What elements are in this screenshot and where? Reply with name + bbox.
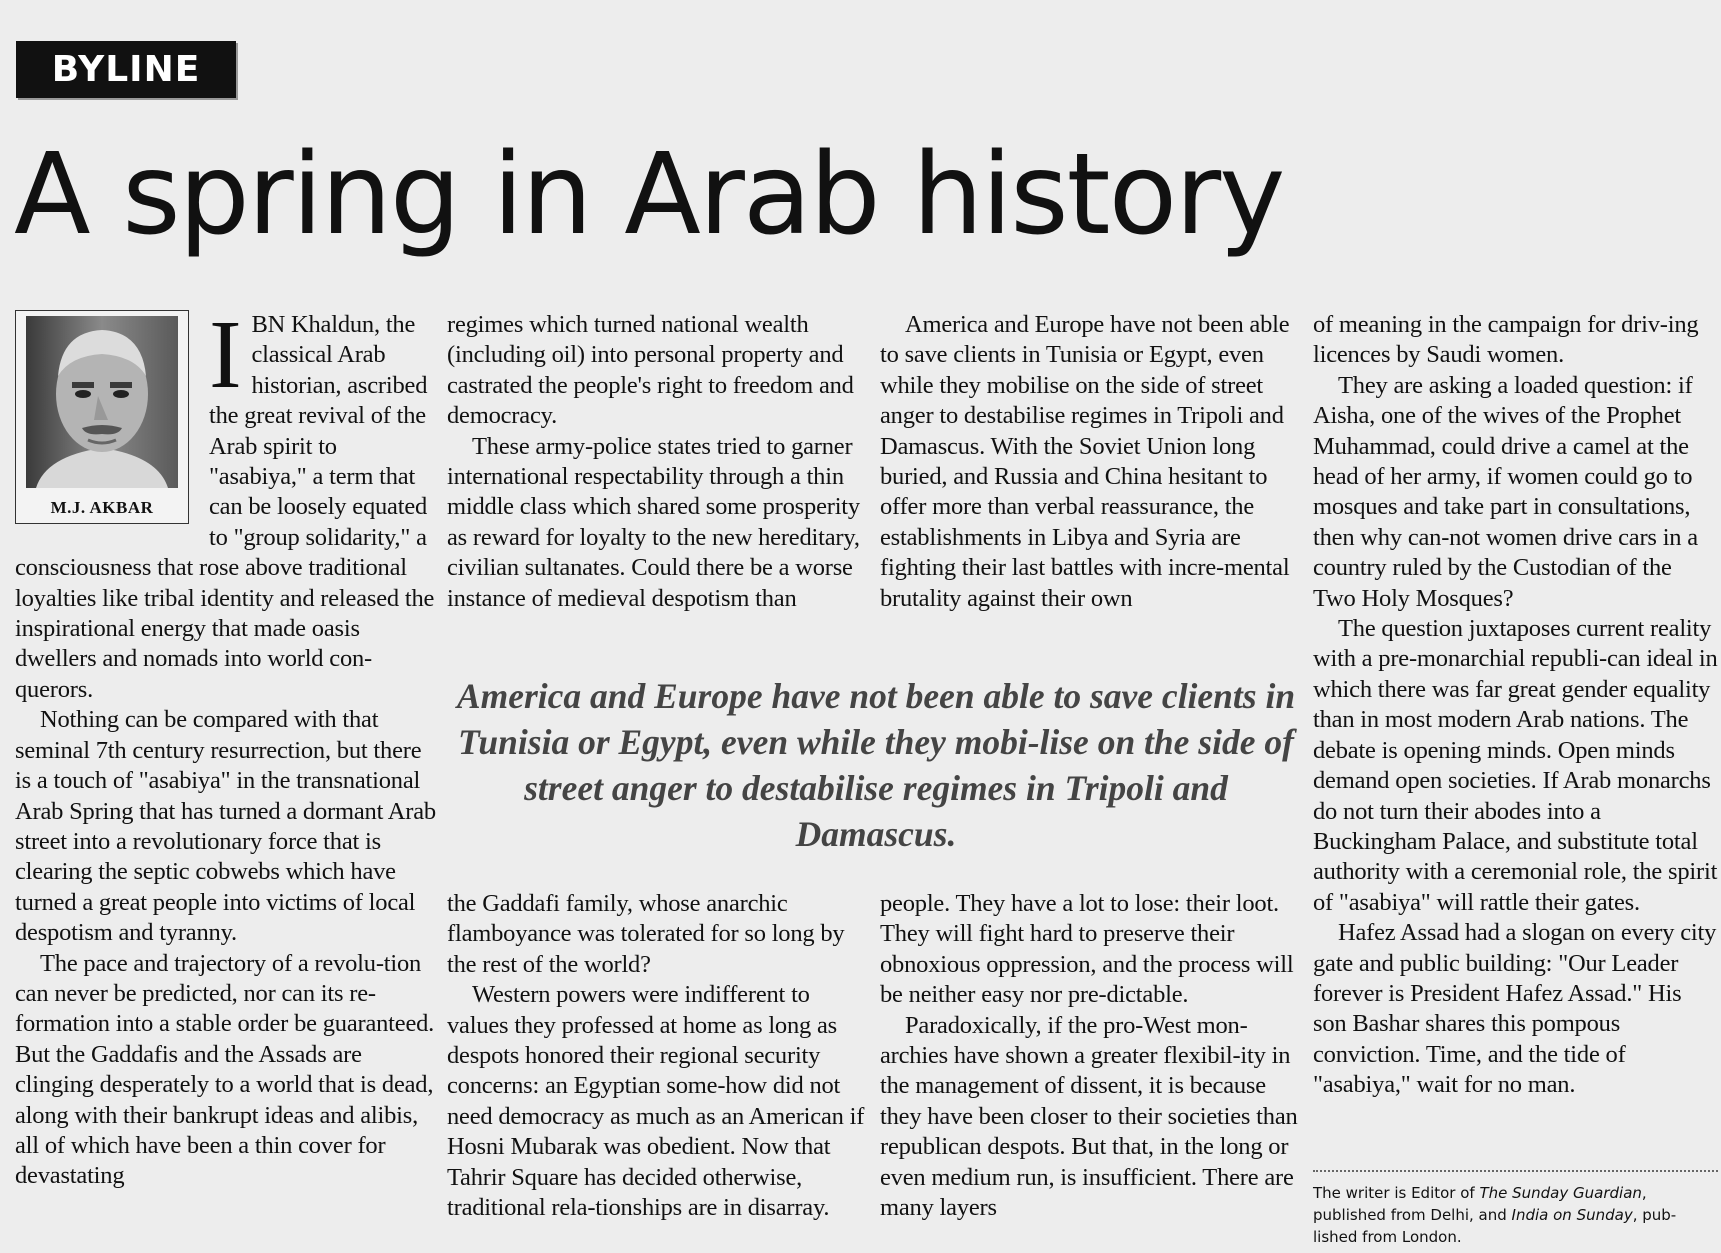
article-paragraph: These army-police states tried to garner international respectability through a thin middle class which shared some prosperity as reward for loyalty to the new hereditary, civilian sultanates. Could there be a worse instance of medieval despotism than [447, 432, 860, 612]
article-paragraph: the Gaddafi family, whose anarchic flamboyance was tolerated for so long by the rest of the world? [447, 890, 845, 978]
author-photo [15, 310, 189, 524]
article-column-3-bottom [880, 889, 1305, 1223]
article-paragraph: America and Europe have not been able to save clients in Tunisia or Egypt, even while they mobilise on the side of street anger to destabilise regimes in Tripoli and Damascus. With the Soviet Union long buried, and Russia and China hesitant to offer more than verbal reassurance, the establishments in Libya and Syria are fighting their last battles with incre-mental brutality against their own [880, 311, 1290, 612]
article-paragraph: regimes which turned national wealth (including oil) into personal property and castrated the people's right to freedom and democracy. [447, 311, 854, 430]
article-column-2-bottom [447, 889, 872, 1223]
pull-quote: America and Europe have not been able to save clients in Tunisia or Egypt, even while they mobi-lise on the side of street anger to destabilise regimes in Tripoli and Damascus. [456, 676, 1296, 854]
section-label: BYLINE [16, 41, 236, 98]
article-paragraph: They are asking a loaded question: if Aisha, one of the wives of the Prophet Muhammad, could drive a camel at the head of her army, if women could go to mosques and take part in consultations, then why can-not women drive cars in a country ruled by the Custodian of the Two Holy Mosques? [1313, 371, 1698, 612]
article-paragraph: Paradoxically, if the pro-West mon-archies have shown a greater flexibil-ity in the management of dissent, it is because they have been closer to their societies than republican despots. But that, in the long or even medium run, is insufficient. There are many layers [880, 1011, 1298, 1222]
publication-name: The Sunday Guardian [1479, 1184, 1642, 1202]
article-column-4 [1313, 310, 1718, 1101]
photo-caption: M.J. AKBAR [50, 497, 154, 517]
article-column-3-top [880, 310, 1305, 614]
article-paragraph: Western powers were indifferent to values they professed at home as long as despots honored their regional security concerns: an Egyptian some-how did not need democracy as much as an American if Hosni Mubarak was obedient. Now that Tahrir Square has decided otherwise, traditional rela-tionships are in disarray. [447, 981, 865, 1222]
author-note [1313, 1182, 1718, 1248]
article-paragraph: The question juxtaposes current reality with a pre-monarchial republi-can ideal in which there was far great gender equality than in most modern Arab nations. The debate is opening minds. Open minds demand open societies. If Arab monarchs do not turn their abodes into a Buckingham Palace, and substitute total authority with a ceremonial role, the spirit of "asabiya" will rattle their gates. [1313, 615, 1718, 916]
article-paragraph: Nothing can be compared with that seminal 7th century resurrection, but there is a touch of "asabiya" in the transnational Arab Spring that has turned a dormant Arab street into a revolutionary force that is clearing the septic cobwebs which have turned a great people into victims of local despotism and tyranny. [15, 706, 436, 947]
article-paragraph: of meaning in the campaign for driv-ing licences by Saudi women. [1313, 311, 1699, 369]
drop-cap: I [209, 301, 242, 409]
publication-name: India on Sunday [1511, 1206, 1633, 1224]
dotted-divider [1313, 1170, 1718, 1172]
note-text: , pub-lished from London. [1313, 1206, 1677, 1246]
article-paragraph: people. They have a lot to lose: their loot. They will fight hard to preserve their obnoxious oppression, and the process will be neither easy nor pre-dictable. [880, 890, 1294, 1009]
note-text: The writer is Editor of [1313, 1184, 1480, 1202]
article-column-1 [15, 301, 440, 1192]
paragraph-text: BN Khaldun, the classical Arab historian, ascribed the great revival of the Arab spirit to "asabiya," a term that can be loosely equated to "group solidarity," a consciousness that rose above traditional loyalties like tribal identity and released the inspirational energy that made oasis dwellers and nomads into world con-querors. [15, 311, 435, 703]
article-paragraph: Hafez Assad had a slogan on every city gate and public building: "Our Leader forever is President Hafez Assad." His son Bashar shares this pompous conviction. Time, and the tide of "asabiya," wait for no man. [1313, 919, 1717, 1099]
article-column-2-top [447, 310, 872, 614]
article-paragraph: The pace and trajectory of a revolu-tion can never be predicted, nor can its re-formation into a stable order be guaranteed. But the Gaddafis and the Assads are clinging desperately to a world that is dead, along with their bankrupt ideas and alibis, all of which have been a thin cover for devastating [15, 949, 435, 1190]
note-text: , published from Delhi, and [1313, 1184, 1647, 1224]
author-portrait-icon [26, 316, 178, 488]
headline: A spring in Arab history [14, 130, 1284, 260]
